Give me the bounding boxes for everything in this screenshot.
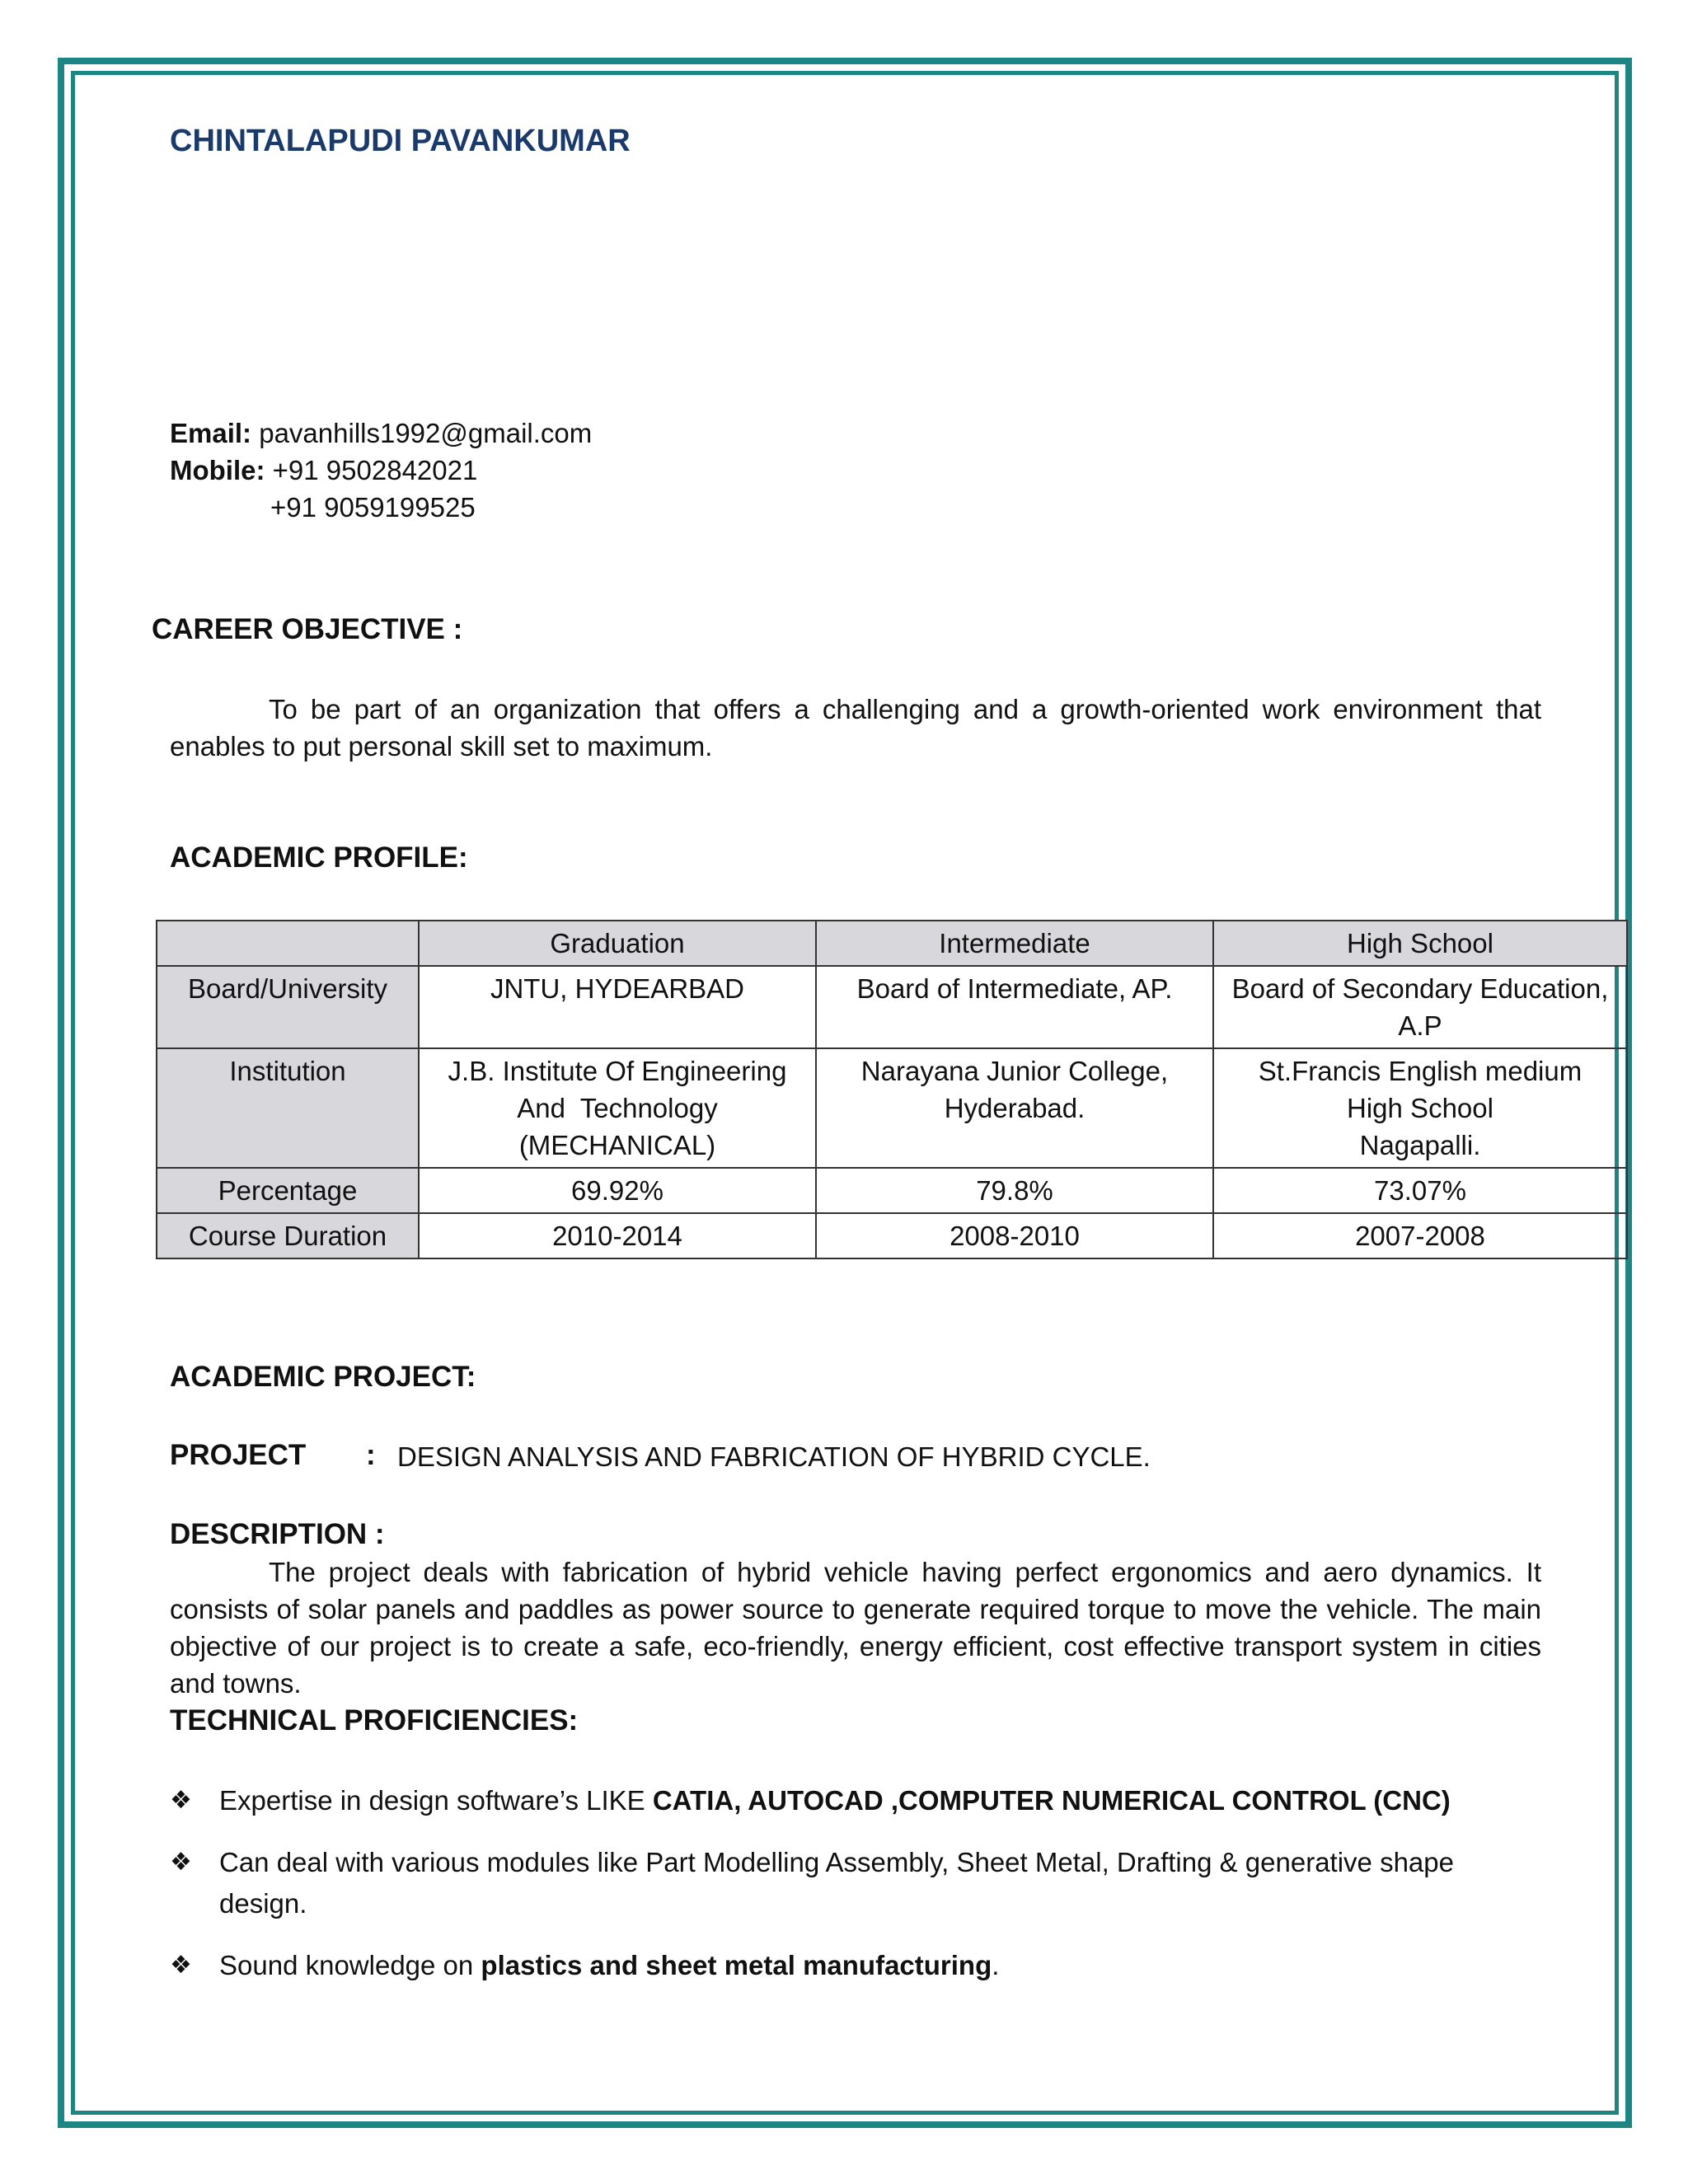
item-text: Can deal with various modules like Part Modelling Assembly, Sheet Metal, Drafting & generative shape design. (219, 1847, 1454, 1919)
cell-line: High School (1347, 1093, 1493, 1123)
table-cell: Board of Secondary Education, A.P (1213, 966, 1627, 1048)
technical-heading: TECHNICAL PROFICIENCIES: (170, 1704, 579, 1736)
table-row (157, 1168, 1627, 1213)
career-objective-body: To be part of an organization that offers a challenging and a growth-oriented work environment that enables to put personal skill set to maximum. (170, 694, 1541, 762)
table-cell: 69.92% (419, 1168, 816, 1213)
list-item (170, 1945, 1571, 1986)
project-label: PROJECT (170, 1439, 307, 1471)
technical-list (170, 1780, 1571, 2007)
email-line (170, 418, 592, 449)
row-label: Institution (157, 1048, 419, 1168)
mobile-number-2: +91 9059199525 (270, 492, 476, 523)
table-cell: JNTU, HYDEARBAD (419, 966, 816, 1048)
project-description-body: The project deals with fabrication of hybrid vehicle having perfect ergonomics and aero dynamics. It consists of solar panels and paddles as power source to generate required torque to move the vehicle. The main objective of our project is to create a safe, eco-friendly, energy efficient, cost effective transport system in cities and towns. (170, 1557, 1541, 1699)
cell-line: And Technology (517, 1093, 718, 1123)
description-label: DESCRIPTION : (170, 1518, 385, 1550)
cell-line: Nagapalli. (1359, 1130, 1481, 1160)
cell-line: Narayana Junior College, (860, 1056, 1169, 1086)
item-text: Sound knowledge on (219, 1950, 481, 1980)
table-cell: 2008-2010 (816, 1213, 1213, 1258)
candidate-name: CHINTALAPUDI PAVANKUMAR (170, 124, 631, 158)
diamond-bullet-icon: ❖ (170, 1952, 192, 1979)
table-header-row (157, 921, 1627, 966)
academic-profile-table (156, 920, 1628, 1259)
cell-line: (MECHANICAL) (518, 1130, 716, 1160)
table-header-cell: High School (1213, 921, 1627, 966)
table-row (157, 1048, 1627, 1168)
table-cell: 2007-2008 (1213, 1213, 1627, 1258)
diamond-bullet-icon: ❖ (170, 1849, 192, 1876)
table-header-cell: Graduation (419, 921, 816, 966)
item-text: Expertise in design software’s LIKE (219, 1785, 653, 1816)
mobile-line (170, 455, 477, 486)
row-label: Percentage (157, 1168, 419, 1213)
email-value: pavanhills1992@gmail.com (259, 418, 593, 448)
item-bold-text: plastics and sheet metal manufacturing (481, 1950, 992, 1980)
item-suffix: . (992, 1950, 1000, 1980)
table-cell: 73.07% (1213, 1168, 1627, 1213)
academic-profile-heading: ACADEMIC PROFILE: (170, 841, 468, 874)
mobile-label: Mobile: (170, 455, 265, 485)
row-label: Course Duration (157, 1213, 419, 1258)
list-item (170, 1842, 1571, 1924)
cell-line: J.B. Institute Of Engineering (448, 1056, 787, 1086)
table-cell (419, 1048, 816, 1168)
table-header-cell (157, 921, 419, 966)
project-colon: : (366, 1439, 376, 1471)
table-cell (816, 1048, 1213, 1168)
career-objective-heading: CAREER OBJECTIVE : (152, 613, 463, 645)
table-row (157, 1213, 1627, 1258)
table-cell: Board of Intermediate, AP. (816, 966, 1213, 1048)
project-description (170, 1554, 1541, 1702)
project-title: DESIGN ANALYSIS AND FABRICATION OF HYBRID CYCLE. (397, 1441, 1151, 1472)
career-objective-text (170, 691, 1541, 765)
cell-line: Hyderabad. (944, 1093, 1085, 1123)
table-cell (1213, 1048, 1627, 1168)
table-cell: 2010-2014 (419, 1213, 816, 1258)
diamond-bullet-icon: ❖ (170, 1787, 192, 1814)
list-item (170, 1780, 1571, 1821)
table-header-cell: Intermediate (816, 921, 1213, 966)
email-label: Email: (170, 418, 252, 448)
table-row (157, 966, 1627, 1048)
cell-line: St.Francis English medium (1258, 1056, 1582, 1086)
item-bold-text: CATIA, AUTOCAD ,COMPUTER NUMERICAL CONTROL (CNC) (652, 1785, 1451, 1816)
academic-project-heading: ACADEMIC PROJECT: (170, 1361, 476, 1393)
mobile-number-1: +91 9502842021 (272, 455, 478, 485)
row-label: Board/University (157, 966, 419, 1048)
table-cell: 79.8% (816, 1168, 1213, 1213)
